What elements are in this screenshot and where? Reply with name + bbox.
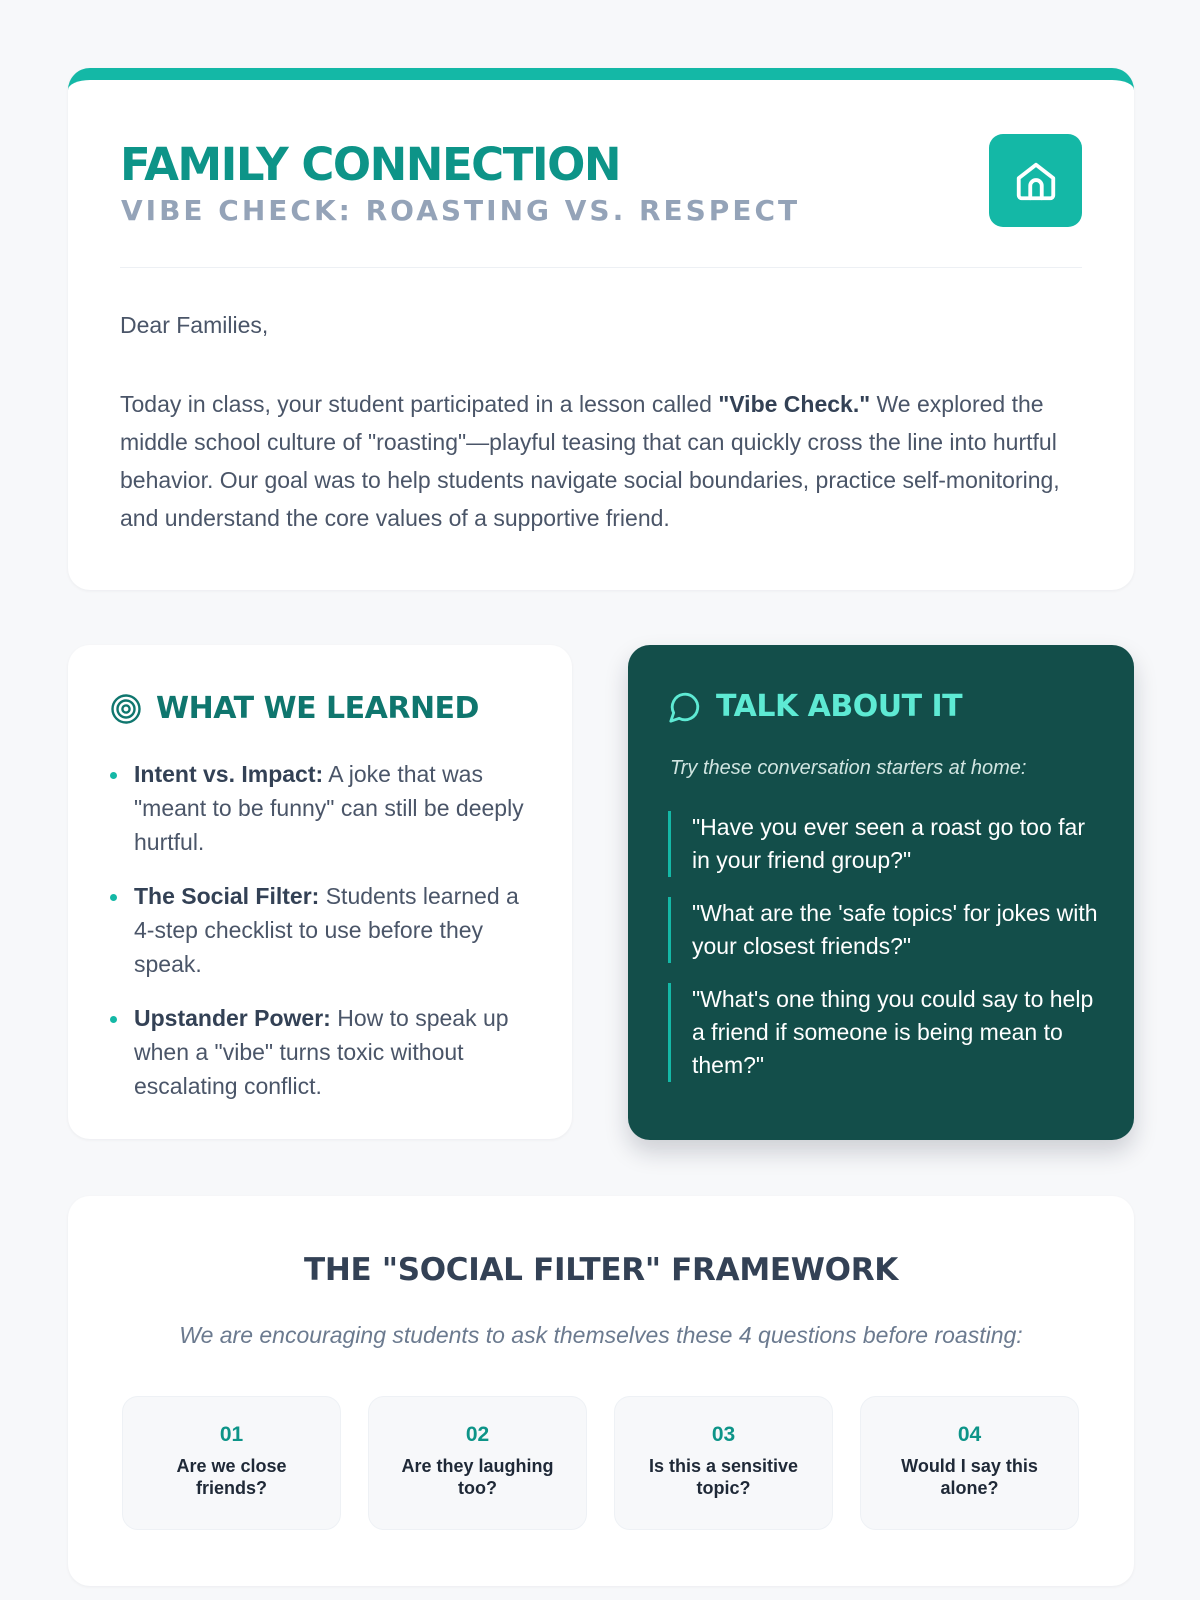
letter-greeting: Dear Families, xyxy=(120,312,269,338)
learned-heading-row xyxy=(110,691,479,726)
step-number: 02 xyxy=(465,1423,490,1446)
step-question: Are they laughing too? xyxy=(401,1456,554,1498)
header-card xyxy=(68,68,1134,590)
step-question: Is this a sensitive topic? xyxy=(648,1456,799,1498)
talk-prompt: Try these conversation starters at home: xyxy=(670,757,1027,779)
talk-heading: TALK ABOUT IT xyxy=(716,689,963,724)
conversation-starters xyxy=(668,811,1100,1102)
conversation-starter: "What are the 'safe topics' for jokes with your closest friends?" xyxy=(668,897,1100,963)
learned-heading: WHAT WE LEARNED xyxy=(156,691,479,726)
social-filter-card xyxy=(68,1196,1134,1586)
step-number: 03 xyxy=(711,1423,736,1446)
talk-about-it-card xyxy=(628,645,1134,1140)
learned-item-text: How to speak up when a "vibe" turns toxic without escalating conflict. xyxy=(134,1005,509,1099)
framework-step xyxy=(122,1396,341,1530)
learned-item xyxy=(110,757,530,859)
framework-title: THE "SOCIAL FILTER" FRAMEWORK xyxy=(304,1252,898,1288)
step-number: 01 xyxy=(219,1423,244,1446)
learned-item-text: Students learned a 4-step checklist to use before they speak. xyxy=(134,883,519,977)
lesson-name: "Vibe Check." xyxy=(718,391,871,417)
framework-step xyxy=(614,1396,833,1530)
step-question: Are we close friends? xyxy=(176,1456,287,1498)
framework-step xyxy=(368,1396,587,1530)
home-icon xyxy=(1013,158,1059,204)
framework-steps xyxy=(122,1396,1080,1530)
learned-item xyxy=(110,1001,530,1103)
header-divider xyxy=(120,267,1082,268)
bullet-dot xyxy=(110,1016,117,1023)
learned-item-text: A joke that was "meant to be funny" can still be deeply hurtful. xyxy=(134,761,524,855)
letter-intro xyxy=(120,385,1082,537)
intro-text-start: Today in class, your student participated in a lesson called xyxy=(120,391,719,417)
bullet-dot xyxy=(110,772,117,779)
learned-item-term: Upstander Power: xyxy=(134,1005,331,1031)
chat-bubble-icon xyxy=(668,690,702,724)
learned-item-term: Intent vs. Impact: xyxy=(134,761,324,787)
page-subtitle: VIBE CHECK: ROASTING VS. RESPECT xyxy=(121,194,801,227)
target-icon xyxy=(110,693,142,725)
step-number: 04 xyxy=(957,1423,982,1446)
page-title: FAMILY CONNECTION xyxy=(120,138,621,191)
step-question: Would I say this alone? xyxy=(901,1456,1038,1498)
framework-subtitle: We are encouraging students to ask themselves these 4 questions before roasting: xyxy=(179,1322,1023,1348)
intro-text-end: We explored the middle school culture of "roasting"—playful teasing that can quickly cross the line into hurtful behavior. Our goal was to help students navigate social boundaries, practice self-monitoring, and understand the core values of a supportive friend. xyxy=(120,391,1060,531)
conversation-starter: "What's one thing you could say to help a friend if someone is being mean to them?" xyxy=(668,983,1100,1082)
learned-item-term: The Social Filter: xyxy=(134,883,320,909)
what-we-learned-card xyxy=(68,645,572,1139)
talk-heading-row xyxy=(668,689,962,724)
learned-item xyxy=(110,879,530,981)
learned-list xyxy=(110,757,530,1123)
bullet-dot xyxy=(110,894,117,901)
framework-step xyxy=(860,1396,1079,1530)
conversation-starter: "Have you ever seen a roast go too far in your friend group?" xyxy=(668,811,1100,877)
home-button[interactable] xyxy=(989,134,1082,227)
